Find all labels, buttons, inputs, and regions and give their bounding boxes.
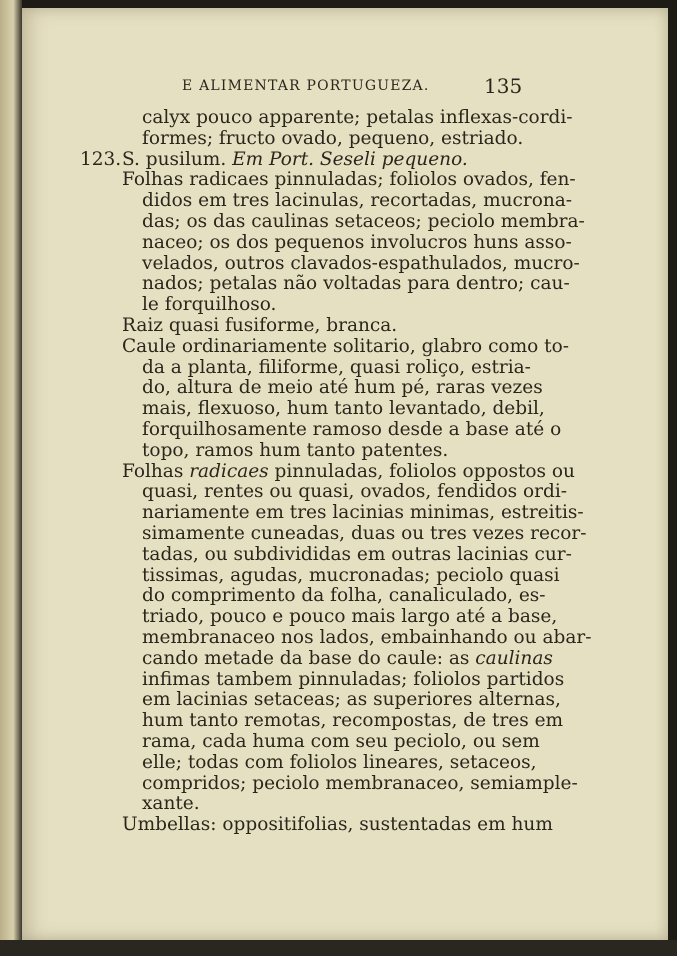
line-text-roman: calyx pouco apparente; petalas inflexas-cordi- xyxy=(142,107,573,128)
text-line xyxy=(22,462,668,483)
line-text-roman: naceo; os dos pequenos involucros huns asso- xyxy=(142,231,572,253)
line-text-roman: simamente cuneadas, duas ou tres vezes recor- xyxy=(142,522,587,544)
text-line xyxy=(22,649,668,670)
line-text-roman: tissimas, agudas, mucronadas; peciolo quasi xyxy=(142,564,560,586)
text-line xyxy=(22,212,668,233)
text-line xyxy=(22,586,668,607)
page-number: 135 xyxy=(484,74,523,98)
text-line xyxy=(22,358,668,379)
text-line xyxy=(22,545,668,566)
text-line xyxy=(22,482,668,503)
text-line xyxy=(22,732,668,753)
text-line xyxy=(22,420,668,441)
line-text xyxy=(142,108,573,129)
line-text-roman: do, altura de meio até hum pé, raras vezes xyxy=(142,377,543,399)
line-text-roman: em lacinias setaceas; as superiores alternas, xyxy=(142,689,561,711)
line-text xyxy=(122,150,468,171)
text-line xyxy=(22,399,668,420)
line-text-roman: S. pusilum. xyxy=(122,148,233,170)
text-line xyxy=(22,254,668,275)
line-text xyxy=(142,420,561,441)
line-text xyxy=(142,191,572,212)
page-header xyxy=(22,74,668,98)
scan-border xyxy=(0,940,677,956)
text-line xyxy=(22,794,668,815)
line-text-roman: compridos; peciolo membranaceo, semiample- xyxy=(142,772,578,794)
text-line xyxy=(22,274,668,295)
line-text-roman: hum tanto remotas, recompostas, de tres em xyxy=(142,710,564,732)
line-text xyxy=(142,524,587,545)
line-text xyxy=(142,711,563,732)
entry-number: 123. xyxy=(80,148,122,170)
line-text-italic: caulinas xyxy=(475,647,553,669)
line-text xyxy=(142,378,543,399)
line-text xyxy=(142,774,578,795)
line-text xyxy=(142,586,546,607)
line-text xyxy=(142,399,545,420)
text-line xyxy=(22,628,668,649)
line-text-roman: forquilhosamente ramoso desde a base até o xyxy=(142,418,562,440)
line-text-roman: didos em tres lacinulas, recortadas, mucrona- xyxy=(142,190,573,212)
line-text xyxy=(142,358,531,379)
body-text xyxy=(22,108,668,836)
text-line xyxy=(22,607,668,628)
text-line xyxy=(22,316,668,337)
line-text-roman: das; os das caulinas setaceos; peciolo membra- xyxy=(142,210,585,232)
text-line xyxy=(22,108,668,129)
line-text-roman: Raiz quasi fusiforme, branca. xyxy=(122,314,398,336)
previous-page-edge xyxy=(0,0,22,956)
text-line xyxy=(22,337,668,358)
line-text xyxy=(142,566,560,587)
line-text xyxy=(122,337,569,358)
line-text-roman: pinnuladas, foliolos oppostos ou xyxy=(268,460,575,482)
text-line xyxy=(22,690,668,711)
line-text-italic: Em Port. Seseli pequeno. xyxy=(232,148,468,170)
line-text-roman: formes; fructo ovado, pequeno, estriado. xyxy=(142,127,524,149)
text-line xyxy=(22,191,668,212)
text-line xyxy=(22,566,668,587)
line-text xyxy=(142,295,276,316)
line-text xyxy=(122,815,553,836)
line-text-roman: topo, ramos hum tanto patentes. xyxy=(142,439,449,461)
book-page xyxy=(22,8,668,940)
line-text xyxy=(142,753,536,774)
line-text xyxy=(122,462,575,483)
text-line xyxy=(22,670,668,691)
line-text-roman: nados; petalas não voltadas para dentro; cau- xyxy=(142,273,570,295)
line-text-roman: nariamente em tres lacinias minimas, estreitis- xyxy=(142,502,584,524)
line-text xyxy=(142,649,553,670)
line-text xyxy=(142,794,200,815)
line-text xyxy=(142,254,580,275)
text-line xyxy=(22,233,668,254)
line-text xyxy=(142,233,572,254)
line-text-roman: da a planta, filiforme, quasi roliço, estria- xyxy=(142,356,531,378)
line-text-roman: mais, flexuoso, hum tanto levantado, debil, xyxy=(142,398,545,420)
line-text-roman: le forquilhoso. xyxy=(142,294,277,316)
text-line xyxy=(22,129,668,150)
line-text xyxy=(142,482,567,503)
line-text-roman: triado, pouco e pouco mais largo até a base, xyxy=(142,606,558,628)
line-text-roman: xante. xyxy=(142,793,200,815)
line-text xyxy=(142,503,584,524)
text-line xyxy=(22,150,668,171)
line-text-roman: cando metade da base do caule: as xyxy=(142,647,476,669)
line-text xyxy=(142,129,523,150)
text-line xyxy=(22,170,668,191)
line-text-roman: Folhas radicaes pinnuladas; foliolos ovados, fen- xyxy=(122,169,576,191)
line-text-roman: elle; todas com foliolos lineares, setaceos, xyxy=(142,751,537,773)
line-text-roman: do comprimento da folha, canaliculado, es- xyxy=(142,585,546,607)
line-text xyxy=(122,170,576,191)
line-text-roman: Umbellas: oppositifolias, sustentadas em hum xyxy=(122,814,553,836)
line-text xyxy=(142,690,561,711)
text-line xyxy=(22,295,668,316)
text-line xyxy=(22,753,668,774)
line-text-roman: Folhas xyxy=(122,460,190,482)
text-line xyxy=(22,711,668,732)
text-line xyxy=(22,774,668,795)
line-text xyxy=(122,316,397,337)
text-line xyxy=(22,441,668,462)
line-text-roman: membranaceo nos lados, embainhando ou abar- xyxy=(142,626,592,648)
running-title: E ALIMENTAR PORTUGUEZA. xyxy=(182,78,430,94)
text-line xyxy=(22,815,668,836)
line-text-roman: tadas, ou subdivididas em outras lacinias cur- xyxy=(142,543,572,565)
line-text-roman: quasi, rentes ou quasi, ovados, fendidos ordi- xyxy=(142,481,567,503)
line-text xyxy=(142,545,572,566)
line-text xyxy=(142,607,557,628)
line-text xyxy=(142,732,540,753)
line-text xyxy=(142,441,448,462)
text-line xyxy=(22,524,668,545)
line-text-roman: velados, outros clavados-espathulados, mucro- xyxy=(142,252,580,274)
line-text-roman: infimas tambem pinnuladas; foliolos partidos xyxy=(142,668,565,690)
line-text xyxy=(142,628,591,649)
line-text xyxy=(142,212,585,233)
line-text xyxy=(142,274,570,295)
text-line xyxy=(22,378,668,399)
text-line xyxy=(22,503,668,524)
line-text-roman: rama, cada huma com seu peciolo, ou sem xyxy=(142,730,540,752)
line-text-italic: radicaes xyxy=(189,460,269,482)
line-text xyxy=(142,670,564,691)
line-text-roman: Caule ordinariamente solitario, glabro como to- xyxy=(122,335,569,357)
